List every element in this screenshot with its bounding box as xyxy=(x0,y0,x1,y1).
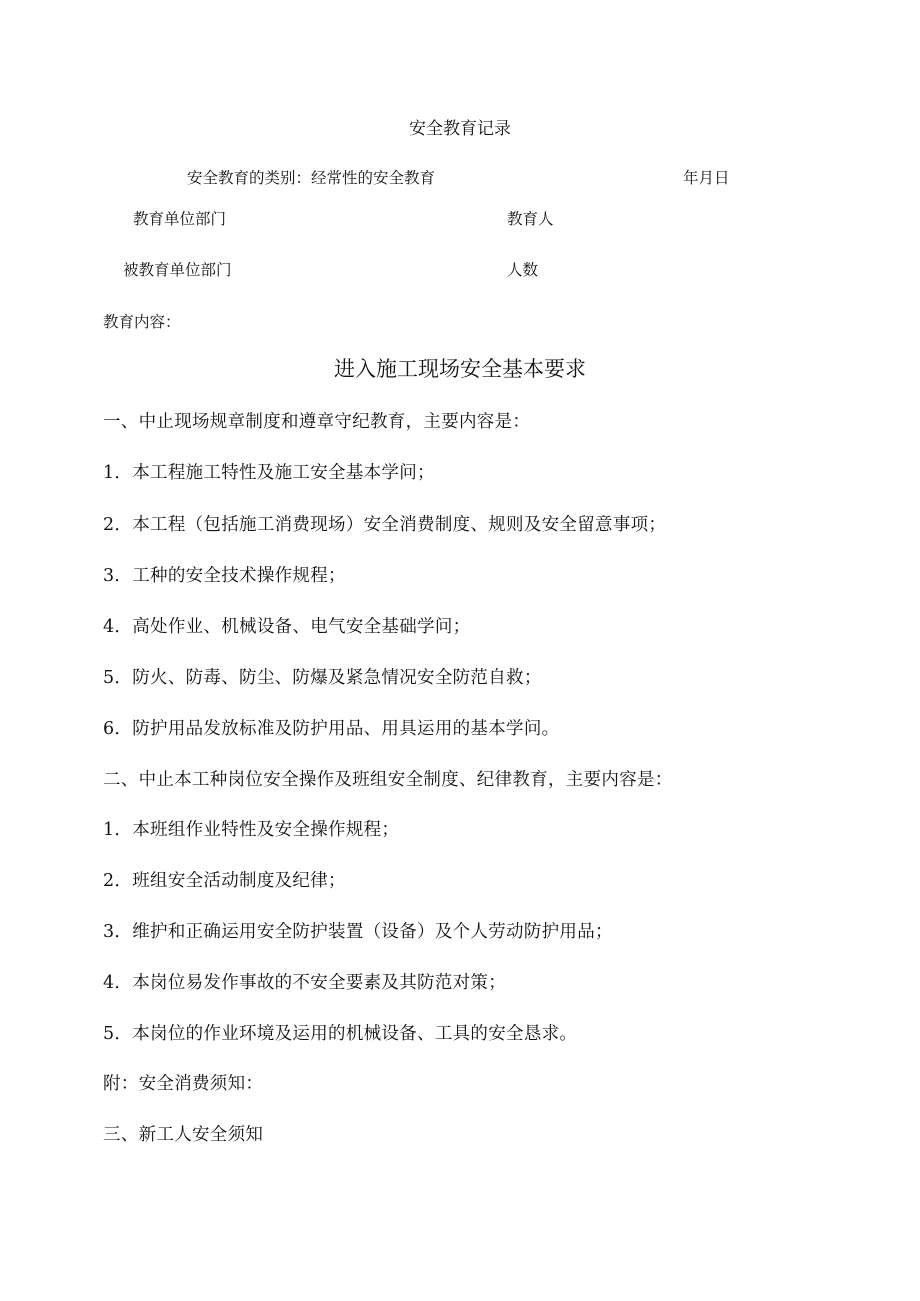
date-label: 年月日 xyxy=(683,169,730,187)
content-line: 三、新工人安全须知 xyxy=(103,1125,264,1145)
content-line: 4．高处作业、机械设备、电气安全基础学问； xyxy=(103,617,471,637)
content-line: 一、中止现场规章制度和遵章守纪教育，主要内容是： xyxy=(103,412,531,432)
content-line: 附：安全消费须知： xyxy=(103,1074,264,1094)
content-line: 1．本工程施工特性及施工安全基本学问； xyxy=(103,463,435,483)
content-line: 2．班组安全活动制度及纪律； xyxy=(103,871,346,891)
headcount-label: 人数 xyxy=(507,261,539,279)
content-line: 6．防护用品发放标准及防护用品、用具运用的基本学问。 xyxy=(103,719,560,739)
content-line: 5．本岗位的作业环境及运用的机械设备、工具的安全恳求。 xyxy=(103,1024,578,1044)
content-line: 4．本岗位易发作事故的不安全要素及其防范对策； xyxy=(103,973,507,993)
content-line: 3．工种的安全技术操作规程； xyxy=(103,566,346,586)
education-type: 安全教育的类别：经常性的安全教育 xyxy=(187,169,436,187)
educator-label: 教育人 xyxy=(507,210,554,228)
content-line: 5．防火、防毒、防尘、防爆及紧急情况安全防范自救； xyxy=(103,668,542,688)
content-line: 二、中止本工种岗位安全操作及班组安全制度、纪律教育，主要内容是： xyxy=(103,770,673,790)
content-line: 2．本工程（包括施工消费现场）安全消费制度、规则及安全留意事项； xyxy=(103,515,667,535)
content-line: 1．本班组作业特性及安全操作规程； xyxy=(103,820,400,840)
content-heading: 进入施工现场安全基本要求 xyxy=(334,357,586,381)
content-line: 3．维护和正确运用安全防护装置（设备）及个人劳动防护用品； xyxy=(103,922,613,942)
content-label: 教育内容： xyxy=(103,313,181,331)
educated-unit-label: 被教育单位部门 xyxy=(123,261,232,279)
document-title: 安全教育记录 xyxy=(409,119,511,139)
education-unit-label: 教育单位部门 xyxy=(133,210,227,228)
